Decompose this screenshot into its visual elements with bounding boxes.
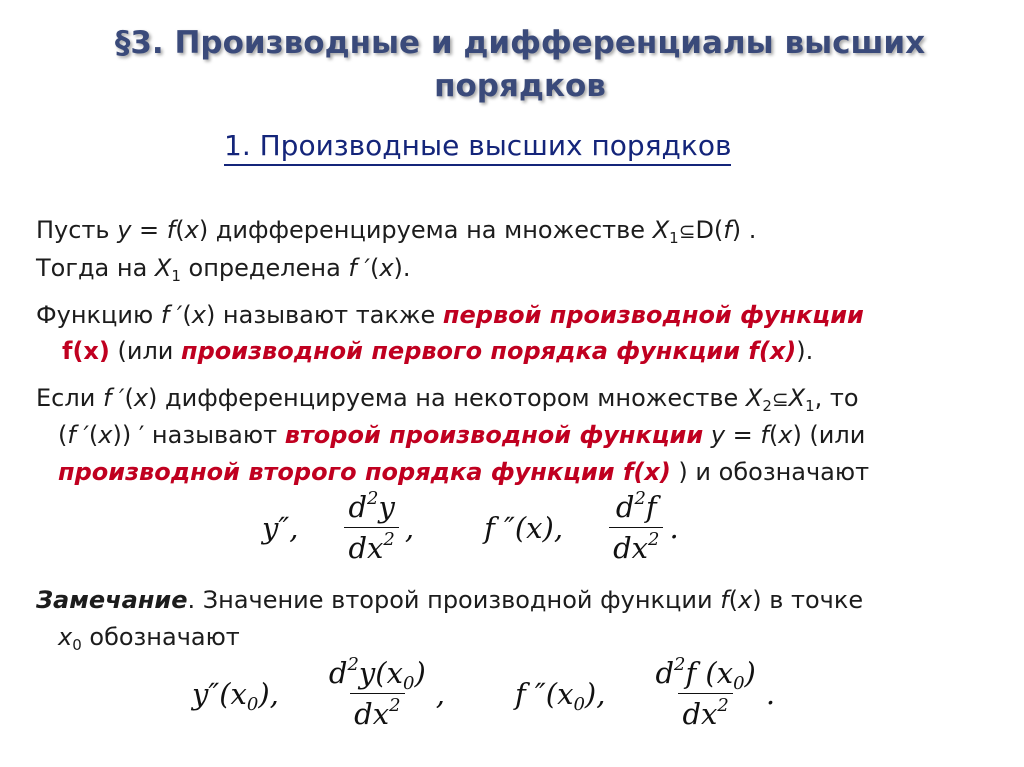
math-text: x xyxy=(778,421,793,449)
superscript: 2 xyxy=(389,695,401,716)
math-text: y = f xyxy=(703,421,769,449)
paragraph-3-line1 xyxy=(36,300,864,330)
subset-symbol: ⊆ xyxy=(678,219,696,243)
text: ( xyxy=(768,421,779,449)
paragraph-4-line2 xyxy=(58,420,865,450)
formula-term: d xyxy=(655,656,675,690)
subscript: 0 xyxy=(72,636,82,654)
subscript: 0 xyxy=(733,673,745,694)
paragraph-2 xyxy=(36,253,411,283)
fraction xyxy=(325,656,430,731)
paragraph-4-line1 xyxy=(36,383,859,414)
superscript: 2 xyxy=(648,529,660,550)
math-text: x xyxy=(133,384,149,412)
text: ) . xyxy=(731,216,757,244)
text: ). xyxy=(393,254,411,282)
paragraph-3-line2 xyxy=(62,336,813,366)
remark-line1 xyxy=(36,585,863,615)
math-text: x xyxy=(379,254,394,282)
math-text: x xyxy=(98,421,113,449)
math-text: f ′ xyxy=(348,254,370,282)
math-text: x xyxy=(191,301,206,329)
math-text: X xyxy=(788,384,806,412)
math-text: x xyxy=(738,586,753,614)
math-text: x xyxy=(184,216,199,244)
text: ( xyxy=(175,216,185,244)
subscript: 0 xyxy=(573,693,585,715)
slide-title-line1: §3. Производные и дифференциалы высших xyxy=(114,25,926,61)
subscript: 2 xyxy=(762,397,772,415)
formula-term: dx xyxy=(613,531,648,565)
math-text: f ′ xyxy=(102,384,125,412)
formula-term: y″(x xyxy=(192,676,247,711)
superscript: 2 xyxy=(383,529,395,550)
formula-term: d xyxy=(615,490,635,524)
highlight-term: первой производной функции xyxy=(442,301,864,329)
subscript: 1 xyxy=(805,397,815,415)
math-text: f ′ xyxy=(67,421,89,449)
formula-second-derivative xyxy=(262,490,679,565)
formula-term: ), xyxy=(258,676,279,711)
subscript: 1 xyxy=(171,267,181,285)
highlight-term: f(x) xyxy=(62,337,110,365)
formula-term: f ″(x), xyxy=(484,510,564,545)
text: ) дифференцируема на некотором множестве xyxy=(148,384,746,412)
math-text: f ′ xyxy=(160,301,183,329)
text: Тогда на xyxy=(36,254,155,282)
formula-term: f (x xyxy=(685,656,734,690)
formula-term: dx xyxy=(354,697,390,731)
text: D( xyxy=(695,216,724,244)
subset-symbol: ⊆ xyxy=(771,387,789,411)
remark-label: Замечание xyxy=(36,586,188,614)
superscript: 2 xyxy=(347,654,359,675)
text: ) называют также xyxy=(205,301,443,329)
formula-term: y(x xyxy=(358,656,403,690)
formula-term: . xyxy=(765,676,776,711)
superscript: 2 xyxy=(634,488,646,509)
formula-term: f xyxy=(645,490,657,524)
formula-term: y xyxy=(378,490,395,524)
formula-term: , xyxy=(404,510,415,545)
section-subtitle: 1. Производные высших порядков xyxy=(224,129,731,166)
text: , то xyxy=(814,384,859,412)
text: ) и обозначают xyxy=(670,458,870,486)
fraction xyxy=(651,656,759,731)
remark-line2 xyxy=(58,622,240,652)
formula-term: ) xyxy=(414,656,426,690)
formula-term: y″, xyxy=(262,510,299,545)
slide-title-line2: порядков xyxy=(434,68,606,104)
text: Функцию xyxy=(36,301,161,329)
text: ) в точке xyxy=(752,586,864,614)
highlight-term: второй производной функции xyxy=(284,421,704,449)
formula-term: ) xyxy=(744,656,756,690)
text: ( xyxy=(88,421,99,449)
text: обозначают xyxy=(81,623,240,651)
math-text: X xyxy=(154,254,172,282)
text: ( xyxy=(182,301,192,329)
text: ). xyxy=(796,337,814,365)
fraction xyxy=(609,490,663,565)
text: ( xyxy=(369,254,380,282)
text: Если xyxy=(36,384,103,412)
text: ( xyxy=(124,384,134,412)
text: ) (или xyxy=(792,421,866,449)
highlight-term: производной первого порядка функции f(x) xyxy=(181,337,797,365)
text: . Значение второй производной функции xyxy=(187,586,721,614)
text: ) дифференцируема на множестве xyxy=(198,216,653,244)
formula-term: , xyxy=(435,676,445,711)
subscript: 0 xyxy=(246,693,259,715)
formula-term: . xyxy=(669,510,679,545)
text: Пусть xyxy=(36,216,118,244)
math-text: f xyxy=(720,586,729,614)
formula-term: f ″(x xyxy=(514,676,574,711)
text: )) ′ называют xyxy=(112,421,285,449)
superscript: 2 xyxy=(367,488,379,509)
formula-term: d xyxy=(328,656,348,690)
slide-title xyxy=(60,22,980,108)
superscript: 2 xyxy=(717,695,729,716)
text: ( xyxy=(58,421,68,449)
paragraph-4-line3 xyxy=(58,457,869,487)
math-text: X xyxy=(652,216,670,244)
math-text: y = f xyxy=(117,216,176,244)
formula-term: dx xyxy=(348,531,384,565)
formula-term: ), xyxy=(584,676,606,711)
fraction xyxy=(344,490,398,565)
superscript: 2 xyxy=(674,654,686,675)
math-text: x xyxy=(58,623,73,651)
subscript: 1 xyxy=(669,229,679,247)
text: определена xyxy=(180,254,349,282)
formula-term: dx xyxy=(682,697,718,731)
formula-term: d xyxy=(348,490,368,524)
text: ( xyxy=(728,586,739,614)
math-text: X xyxy=(745,384,763,412)
text: (или xyxy=(109,337,182,365)
math-text: f xyxy=(723,216,732,244)
formula-second-derivative-at-point xyxy=(192,656,775,731)
subscript: 0 xyxy=(402,673,415,694)
highlight-term: производной второго порядка функции f(x) xyxy=(58,458,671,486)
paragraph-1 xyxy=(36,215,756,246)
